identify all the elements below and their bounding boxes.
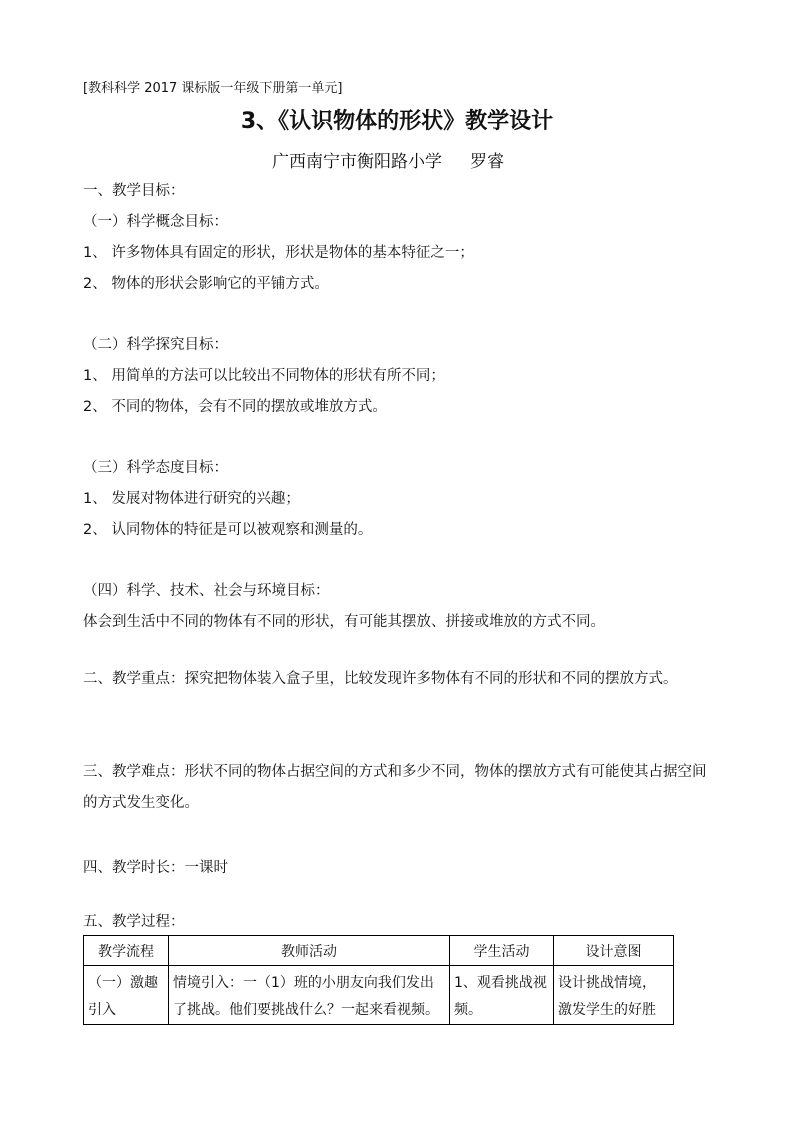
attitude-item-1: 1、 发展对物体进行研究的兴趣；: [83, 491, 300, 507]
process-heading: 五、教学过程：: [83, 914, 185, 930]
concept-heading: （一）科学概念目标：: [83, 214, 228, 230]
table-header: 设计意图: [554, 936, 674, 966]
author-line: [272, 147, 504, 172]
concept-item-1: 1、 许多物体具有固定的形状，形状是物体的基本特征之一；: [83, 245, 474, 261]
table-header: 学生活动: [450, 936, 554, 966]
page-title: 3、《认识物体的形状》教学设计: [240, 109, 554, 134]
document-header: [教科科学 2017 课标版一年级下册第一单元]: [83, 81, 343, 96]
difficulty: 三、教学难点：形状不同的物体占据空间的方式和多少不同，物体的摆放方式有可能使其占据空间的方式发生变化。: [83, 764, 707, 811]
table-cell: 1、观看挑战视频。: [450, 966, 554, 1025]
attitude-item-2: 2、 认同物体的特征是可以被观察和测量的。: [83, 522, 373, 538]
table-row: [84, 966, 674, 1025]
stse-item-1: 体会到生活中不同的物体有不同的形状，有可能其摆放、拼接或堆放的方式不同。: [83, 614, 605, 630]
attitude-heading: （三）科学态度目标：: [83, 460, 228, 476]
duration: 四、教学时长：一课时: [83, 860, 228, 876]
table-cell: 设计挑战情境，激发学生的好胜: [554, 966, 674, 1025]
school-name: 广西南宁市衡阳路小学: [272, 152, 442, 172]
table-header: 教师活动: [169, 936, 450, 966]
table-cell: （一）激趣引入: [84, 966, 169, 1025]
concept-item-2: 2、 物体的形状会影响它的平铺方式。: [83, 276, 329, 292]
process-table: [83, 935, 674, 1025]
table-cell: 情境引入：一（1）班的小朋友向我们发出了挑战。他们要挑战什么？一起来看视频。: [169, 966, 450, 1025]
inquiry-heading: （二）科学探究目标：: [83, 337, 228, 353]
table-header: 教学流程: [84, 936, 169, 966]
author-name: 罗睿: [470, 152, 504, 172]
inquiry-item-2: 2、 不同的物体，会有不同的摆放或堆放方式。: [83, 399, 387, 415]
goals-heading: 一、教学目标：: [83, 183, 185, 199]
key-point: 二、教学重点：探究把物体装入盒子里，比较发现许多物体有不同的形状和不同的摆放方式。: [83, 671, 678, 687]
inquiry-item-1: 1、 用简单的方法可以比较出不同物体的形状有所不同；: [83, 368, 445, 384]
table-header-row: [84, 936, 674, 966]
stse-heading: （四）科学、技术、社会与环境目标：: [83, 583, 330, 599]
